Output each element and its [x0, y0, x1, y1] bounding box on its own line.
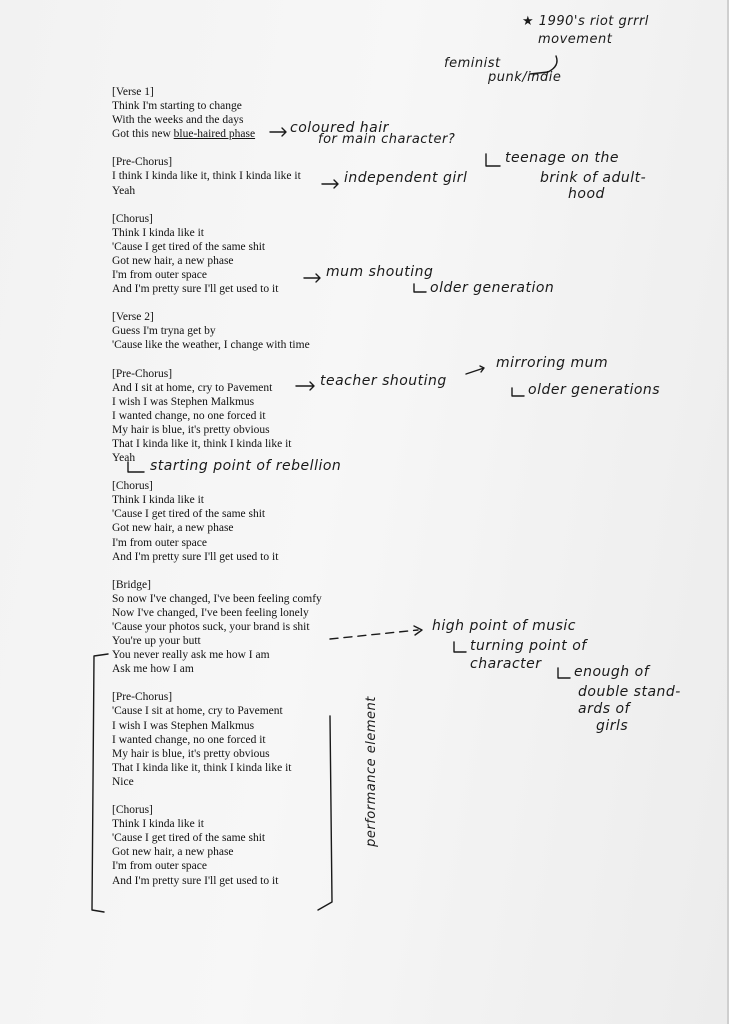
arrow-older-generation — [414, 284, 426, 292]
annotation-older-generation: older generation — [430, 280, 555, 296]
lyric-line: [Pre-Chorus] — [112, 691, 173, 704]
annotation-movement: movement — [538, 32, 613, 47]
arrow-independent-girl — [322, 180, 338, 188]
lyric-line: [Pre-Chorus] — [112, 367, 173, 380]
annotation-teacher-shouting: teacher shouting — [320, 373, 447, 389]
annotation-double-stand: double stand- — [578, 684, 681, 700]
lyric-line: My hair is blue, it's pretty obvious — [112, 747, 270, 760]
lyric-line: Got new hair, a new phase — [112, 522, 234, 535]
annotation-performance: performance element — [363, 696, 379, 847]
annotation-main-character: for main character? — [318, 132, 456, 147]
annotation-turning-point: turning point of — [470, 638, 587, 654]
lyric-line: 'Cause I sit at home, cry to Pavement — [112, 705, 283, 718]
arrow-older-generations — [512, 388, 524, 396]
arrow-teenage — [486, 154, 500, 166]
bracket-left — [92, 654, 108, 912]
lyric-line: Yeah — [112, 452, 136, 465]
lyric-line: 'Cause I get tired of the same shit — [112, 832, 266, 845]
annotation-enough-of: enough of — [574, 664, 650, 680]
lyric-line: Think I kinda like it — [112, 494, 204, 507]
lyric-line: Yeah — [112, 184, 136, 197]
arrow-turning-point — [454, 642, 466, 652]
lyric-line: You never really ask me how I am — [112, 649, 270, 662]
annotation-starting-point: starting point of rebellion — [150, 458, 342, 474]
arrow-feminist — [530, 56, 557, 74]
annotation-coloured-hair: coloured hair — [290, 120, 389, 136]
lyric-line: I'm from outer space — [112, 860, 207, 873]
lyric-line: I'm from outer space — [112, 536, 207, 549]
lyric-line: [Chorus] — [112, 480, 153, 493]
lyric-line: I think I kinda like it, think I kinda like it — [112, 170, 301, 183]
arrow-mirroring-mum — [466, 366, 484, 374]
lyric-text: Got this new — [112, 128, 174, 141]
annotation-older-generations: older generations — [528, 382, 661, 398]
underlined-phrase: blue-haired phase — [173, 128, 256, 141]
annotation-high-point: high point of music — [432, 618, 576, 634]
annotation-girls: girls — [596, 718, 629, 734]
annotation-riot-grrl: ★ 1990's riot grrrl — [522, 14, 649, 29]
annotation-text: 1990's riot grrrl — [538, 14, 649, 29]
annotation-feminist: feminist — [444, 56, 501, 71]
lyric-line: [Pre-Chorus] — [112, 156, 173, 169]
arrow-mum-shouting — [304, 274, 320, 282]
lyric-line: And I'm pretty sure I'll get used to it — [112, 874, 279, 887]
arrow-teacher-shouting — [296, 382, 314, 390]
annotation-mirroring-mum: mirroring mum — [496, 355, 609, 371]
lyric-line: My hair is blue, it's pretty obvious — [112, 423, 270, 436]
lyric-line: [Verse 1] — [112, 86, 154, 98]
annotation-independent-girl: independent girl — [344, 170, 468, 186]
arrow-enough-of — [558, 668, 570, 678]
annotation-mum-shouting: mum shouting — [326, 264, 434, 280]
lyric-line: That I kinda like it, think I kinda like it — [112, 437, 292, 450]
lyric-line: Ask me how I am — [112, 663, 194, 676]
annotation-ards-of: ards of — [578, 701, 630, 717]
lyric-line: So now I've changed, I've been feeling comfy — [112, 592, 322, 605]
arrow-coloured-hair — [270, 128, 286, 136]
arrow-starting-point — [128, 462, 144, 472]
lyric-line: Got new hair, a new phase — [112, 254, 234, 267]
lyric-line: With the weeks and the days — [112, 114, 244, 127]
bracket-right — [318, 716, 332, 910]
lyric-line: And I'm pretty sure I'll get used to it — [112, 550, 279, 563]
lyric-line: Think I'm starting to change — [112, 100, 242, 113]
lyric-line: I'm from outer space — [112, 269, 207, 282]
lyric-line: 'Cause I get tired of the same shit — [112, 508, 266, 521]
lyric-line: That I kinda like it, think I kinda like it — [112, 761, 292, 774]
lyric-line: You're up your butt — [112, 635, 201, 648]
annotation-character: character — [470, 656, 542, 672]
lyric-line: Think I kinda like it — [112, 226, 204, 239]
arrow-high-point — [330, 630, 418, 639]
annotation-hood: hood — [568, 186, 605, 202]
lyric-line: Think I kinda like it — [112, 818, 204, 831]
lyric-line: Guess I'm tryna get by — [112, 325, 216, 338]
lyric-line: Got new hair, a new phase — [112, 846, 234, 859]
lyric-line: I wish I was Stephen Malkmus — [112, 719, 255, 732]
lyric-line: 'Cause like the weather, I change with time — [112, 339, 310, 352]
lyric-line: 'Cause your photos suck, your brand is shit — [112, 621, 310, 633]
lyric-line: [Chorus] — [112, 804, 153, 817]
annotation-brink: brink of adult- — [540, 170, 647, 186]
lyric-line: [Bridge] — [112, 578, 151, 591]
lyric-line: 'Cause I get tired of the same shit — [112, 240, 266, 253]
lyric-line: [Chorus] — [112, 212, 153, 225]
lyric-line: Now I've changed, I've been feeling lonely — [112, 606, 309, 619]
lyric-line: I wish I was Stephen Malkmus — [112, 395, 255, 408]
annotation-teenage: teenage on the — [505, 150, 619, 166]
lyric-line: And I sit at home, cry to Pavement — [112, 381, 273, 394]
annotation-punk-indie: punk/indie — [488, 70, 562, 85]
lyric-line: [Verse 2] — [112, 311, 154, 324]
lyric-line: I wanted change, no one forced it — [112, 409, 266, 422]
lyric-line: Nice — [112, 775, 134, 788]
lyric-line: And I'm pretty sure I'll get used to it — [112, 283, 279, 296]
lyric-line: I wanted change, no one forced it — [112, 733, 266, 746]
